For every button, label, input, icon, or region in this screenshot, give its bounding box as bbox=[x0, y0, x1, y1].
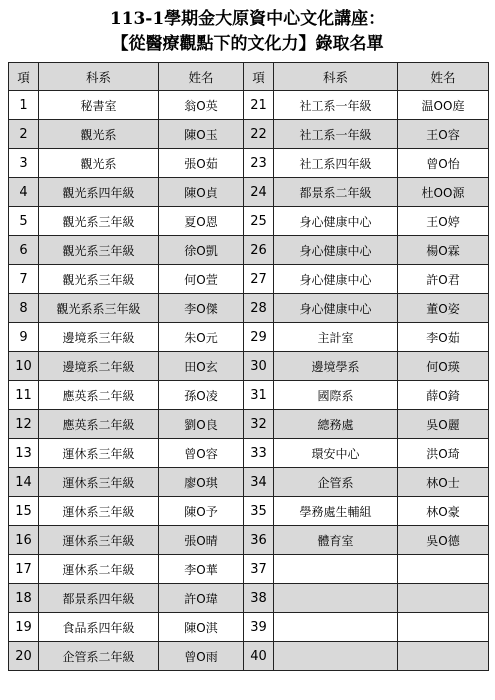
department-cell: 觀光系系三年級 bbox=[39, 294, 159, 323]
table-row bbox=[9, 294, 489, 323]
item-number-cell: 27 bbox=[244, 265, 274, 294]
department-cell: 總務處 bbox=[274, 410, 398, 439]
name-cell: 廖O琪 bbox=[159, 468, 244, 497]
department-cell bbox=[274, 613, 398, 642]
table-row bbox=[9, 91, 489, 120]
name-cell: 陳O淇 bbox=[159, 613, 244, 642]
item-number-cell: 9 bbox=[9, 323, 39, 352]
name-cell: 夏O恩 bbox=[159, 207, 244, 236]
table-row bbox=[9, 555, 489, 584]
table-row bbox=[9, 468, 489, 497]
department-cell: 邊境系三年級 bbox=[39, 323, 159, 352]
item-number-cell: 15 bbox=[9, 497, 39, 526]
department-cell: 學務處生輔組 bbox=[274, 497, 398, 526]
table-body bbox=[9, 91, 489, 671]
column-header: 科系 bbox=[39, 63, 159, 91]
item-number-cell: 10 bbox=[9, 352, 39, 381]
item-number-cell: 32 bbox=[244, 410, 274, 439]
department-cell: 企管系 bbox=[274, 468, 398, 497]
name-cell: 曾O容 bbox=[159, 439, 244, 468]
name-cell: 曾O怡 bbox=[398, 149, 489, 178]
item-number-cell: 1 bbox=[9, 91, 39, 120]
item-number-cell: 18 bbox=[9, 584, 39, 613]
department-cell: 觀光系三年級 bbox=[39, 265, 159, 294]
table-row bbox=[9, 178, 489, 207]
department-cell: 主計室 bbox=[274, 323, 398, 352]
department-cell: 身心健康中心 bbox=[274, 294, 398, 323]
item-number-cell: 16 bbox=[9, 526, 39, 555]
department-cell: 觀光系 bbox=[39, 149, 159, 178]
item-number-cell: 6 bbox=[9, 236, 39, 265]
department-cell: 運休系三年級 bbox=[39, 468, 159, 497]
name-cell: 杜OO源 bbox=[398, 178, 489, 207]
item-number-cell: 7 bbox=[9, 265, 39, 294]
item-number-cell: 39 bbox=[244, 613, 274, 642]
table-row bbox=[9, 236, 489, 265]
department-cell: 觀光系 bbox=[39, 120, 159, 149]
item-number-cell: 28 bbox=[244, 294, 274, 323]
table-row bbox=[9, 584, 489, 613]
name-cell: 許O君 bbox=[398, 265, 489, 294]
item-number-cell: 2 bbox=[9, 120, 39, 149]
table-row bbox=[9, 352, 489, 381]
item-number-cell: 19 bbox=[9, 613, 39, 642]
title-line-2: 【從醫療觀點下的文化力】錄取名單 bbox=[111, 34, 384, 54]
item-number-cell: 31 bbox=[244, 381, 274, 410]
name-cell: 曾O雨 bbox=[159, 642, 244, 671]
item-number-cell: 38 bbox=[244, 584, 274, 613]
table-row bbox=[9, 381, 489, 410]
department-cell: 觀光系三年級 bbox=[39, 236, 159, 265]
department-cell: 應英系二年級 bbox=[39, 381, 159, 410]
department-cell: 邊境系二年級 bbox=[39, 352, 159, 381]
item-number-cell: 30 bbox=[244, 352, 274, 381]
name-cell: 孫O凌 bbox=[159, 381, 244, 410]
item-number-cell: 3 bbox=[9, 149, 39, 178]
table-row bbox=[9, 642, 489, 671]
department-cell: 食品系四年級 bbox=[39, 613, 159, 642]
item-number-cell: 20 bbox=[9, 642, 39, 671]
table-row bbox=[9, 149, 489, 178]
department-cell: 都景系二年級 bbox=[274, 178, 398, 207]
name-cell: 翁O英 bbox=[159, 91, 244, 120]
title-line-1: 113-1學期金大原資中心文化講座： bbox=[109, 9, 386, 29]
name-cell: 陳O予 bbox=[159, 497, 244, 526]
department-cell: 企管系二年級 bbox=[39, 642, 159, 671]
department-cell: 社工系一年級 bbox=[274, 120, 398, 149]
table-row bbox=[9, 439, 489, 468]
name-cell: 李O茹 bbox=[398, 323, 489, 352]
table-row bbox=[9, 323, 489, 352]
item-number-cell: 17 bbox=[9, 555, 39, 584]
name-cell: 劉O良 bbox=[159, 410, 244, 439]
item-number-cell: 24 bbox=[244, 178, 274, 207]
name-cell: 何O萱 bbox=[159, 265, 244, 294]
item-number-cell: 25 bbox=[244, 207, 274, 236]
department-cell bbox=[274, 584, 398, 613]
name-cell: 林O士 bbox=[398, 468, 489, 497]
admission-list-table bbox=[8, 62, 489, 671]
department-cell: 都景系四年級 bbox=[39, 584, 159, 613]
department-cell: 運休系二年級 bbox=[39, 555, 159, 584]
name-cell: 楊O霖 bbox=[398, 236, 489, 265]
item-number-cell: 12 bbox=[9, 410, 39, 439]
item-number-cell: 14 bbox=[9, 468, 39, 497]
department-cell: 社工系一年級 bbox=[274, 91, 398, 120]
name-cell: 林O豪 bbox=[398, 497, 489, 526]
name-cell: 朱O元 bbox=[159, 323, 244, 352]
item-number-cell: 4 bbox=[9, 178, 39, 207]
name-cell: 徐O凱 bbox=[159, 236, 244, 265]
table-row bbox=[9, 410, 489, 439]
table-row bbox=[9, 265, 489, 294]
item-number-cell: 11 bbox=[9, 381, 39, 410]
name-cell: 吳O麗 bbox=[398, 410, 489, 439]
table-row bbox=[9, 497, 489, 526]
item-number-cell: 34 bbox=[244, 468, 274, 497]
name-cell: 陳O貞 bbox=[159, 178, 244, 207]
name-cell bbox=[398, 642, 489, 671]
table-row bbox=[9, 207, 489, 236]
department-cell bbox=[274, 555, 398, 584]
name-cell: 王O容 bbox=[398, 120, 489, 149]
item-number-cell: 37 bbox=[244, 555, 274, 584]
name-cell: 張O茹 bbox=[159, 149, 244, 178]
name-cell bbox=[398, 613, 489, 642]
name-cell: 温OO庭 bbox=[398, 91, 489, 120]
name-cell: 吳O德 bbox=[398, 526, 489, 555]
table-row bbox=[9, 526, 489, 555]
name-cell: 陳O玉 bbox=[159, 120, 244, 149]
department-cell: 社工系四年級 bbox=[274, 149, 398, 178]
name-cell: 張O晴 bbox=[159, 526, 244, 555]
name-cell bbox=[398, 555, 489, 584]
item-number-cell: 40 bbox=[244, 642, 274, 671]
item-number-cell: 33 bbox=[244, 439, 274, 468]
department-cell: 秘書室 bbox=[39, 91, 159, 120]
column-header: 科系 bbox=[274, 63, 398, 91]
department-cell: 環安中心 bbox=[274, 439, 398, 468]
department-cell: 應英系二年級 bbox=[39, 410, 159, 439]
table-row bbox=[9, 120, 489, 149]
header-row bbox=[9, 63, 489, 91]
column-header: 姓名 bbox=[398, 63, 489, 91]
department-cell: 運休系三年級 bbox=[39, 526, 159, 555]
item-number-cell: 26 bbox=[244, 236, 274, 265]
name-cell: 王O婷 bbox=[398, 207, 489, 236]
column-header: 項 bbox=[244, 63, 274, 91]
name-cell: 許O瑋 bbox=[159, 584, 244, 613]
department-cell: 身心健康中心 bbox=[274, 265, 398, 294]
department-cell: 體育室 bbox=[274, 526, 398, 555]
item-number-cell: 36 bbox=[244, 526, 274, 555]
department-cell: 觀光系四年級 bbox=[39, 178, 159, 207]
name-cell: 田O玄 bbox=[159, 352, 244, 381]
column-header: 項 bbox=[9, 63, 39, 91]
item-number-cell: 29 bbox=[244, 323, 274, 352]
item-number-cell: 8 bbox=[9, 294, 39, 323]
item-number-cell: 22 bbox=[244, 120, 274, 149]
table-row bbox=[9, 613, 489, 642]
department-cell: 運休系三年級 bbox=[39, 439, 159, 468]
item-number-cell: 21 bbox=[244, 91, 274, 120]
department-cell: 身心健康中心 bbox=[274, 207, 398, 236]
name-cell: 何O瑛 bbox=[398, 352, 489, 381]
name-cell: 薛O錡 bbox=[398, 381, 489, 410]
name-cell: 洪O琦 bbox=[398, 439, 489, 468]
department-cell: 國際系 bbox=[274, 381, 398, 410]
name-cell bbox=[398, 584, 489, 613]
department-cell bbox=[274, 642, 398, 671]
name-cell: 董O姿 bbox=[398, 294, 489, 323]
item-number-cell: 5 bbox=[9, 207, 39, 236]
item-number-cell: 13 bbox=[9, 439, 39, 468]
department-cell: 身心健康中心 bbox=[274, 236, 398, 265]
department-cell: 邊境學系 bbox=[274, 352, 398, 381]
item-number-cell: 23 bbox=[244, 149, 274, 178]
item-number-cell: 35 bbox=[244, 497, 274, 526]
department-cell: 運休系三年級 bbox=[39, 497, 159, 526]
column-header: 姓名 bbox=[159, 63, 244, 91]
department-cell: 觀光系三年級 bbox=[39, 207, 159, 236]
name-cell: 李O華 bbox=[159, 555, 244, 584]
name-cell: 李O傑 bbox=[159, 294, 244, 323]
